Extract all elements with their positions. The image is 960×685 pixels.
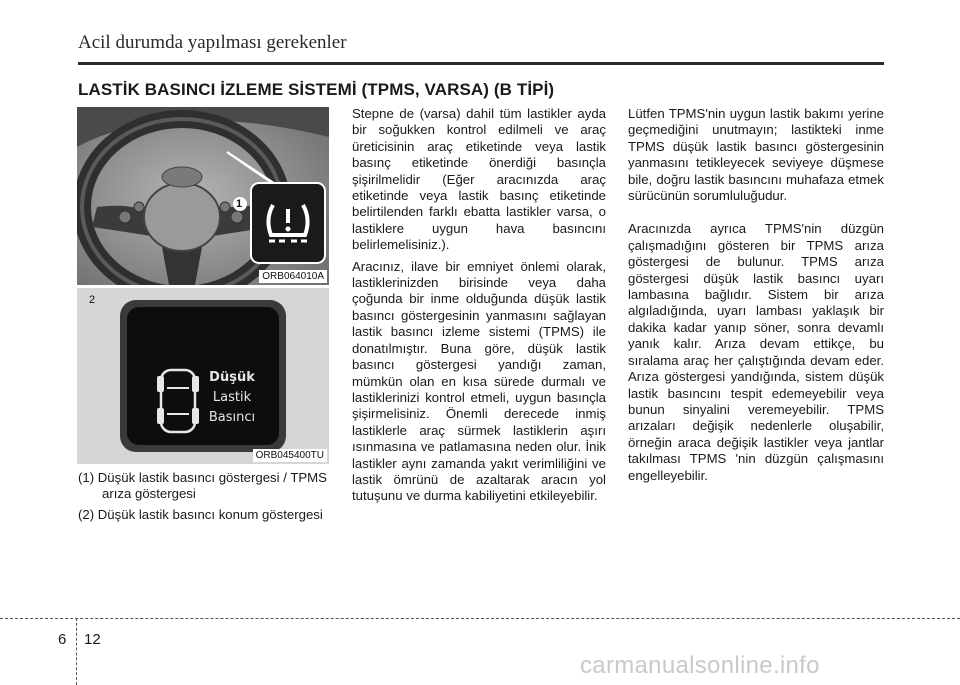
display-line-pressure: Basıncı bbox=[208, 410, 256, 425]
display-text-block bbox=[201, 368, 263, 428]
header-title: Acil durumda yapılması gerekenler bbox=[78, 32, 347, 53]
paragraph: Aracınızda ayrıca TPMS'nin düzgün çalışmadığını gösteren bir TPMS arıza göstergesi de bulunur. TPMS arıza göstergesi düşük lastik basıncı uyarı lambasına bağlıdır. Sistem bir arıza algıladığında, uyarı lambası yaklaşık bir dakika kadar yanıp söner, sonra devamlı yanık kalır. Arıza devam ettikçe, bu sıralama araç her çalıştığında devam eder. Arıza göstergesi yandığında, sistem düşük lastik basıncını tespit edemeyebilir veya bunun sinyalini veremeyebilir. TPMS arızaları değişik nedenlerle oluşabilir, örneğin araca değişik lastikler veya jantlar takılması TPMS 'nin düzgün çalışmasını engelleyebilir. bbox=[628, 221, 884, 483]
footer-vertical-rule bbox=[76, 618, 77, 685]
callout-number-text: 1 bbox=[236, 198, 243, 210]
display-line-low: Düşük bbox=[209, 370, 255, 385]
footer-chapter-number: 6 bbox=[58, 631, 67, 648]
paragraph: Lütfen TPMS'nin uygun lastik bakımı yerine geçmediğini unutmayın; lastikteki inme TPMS düşük lastik basıncı göstergesinin yanmasını tetikleyecek seviyeye düşmese bile, doğru lastik basıncını muhafaza etmek sürücünün sorumluluğudur. bbox=[628, 106, 884, 204]
display-line-tire: Lastik bbox=[212, 390, 252, 405]
body-column-2 bbox=[352, 106, 606, 510]
figure-code: ORB045400TU bbox=[253, 449, 327, 462]
figure-number: 2 bbox=[89, 294, 96, 306]
paragraph: Aracınız, ilave bir emniyet önlemi olarak, lastiklerinizden birisinde veya daha çoğunda bir inme olduğunda düşük lastik basıncı göstergesinin yanmasını sağlayan lastik basıncı izleme sistemi (TPMS) ile donatılmıştır. Buna göre, düşük lastik basıncı göstergesi yandığı zaman, mümkün olan en kısa sürede durmalı ve lastiklerinizi kontrol etmeli, uygun basınçla şişirmelisiniz. Önemli derecede inmiş lastiklerle araç sürmek lastiklerin aşırı ısınmasına ve patlamasına neden olur. İnik lastikler aynı zamanda yakıt verimliliğini ve lastik ömrünü de azaltarak aracın yol tutuşunu ve durma kabiliyetini etkileyebilir. bbox=[352, 258, 606, 504]
watermark: carmanualsonline.info bbox=[580, 652, 820, 679]
footer-horizontal-rule bbox=[0, 618, 960, 619]
footer-page-number: 12 bbox=[84, 631, 101, 648]
caption-2: (2) Düşük lastik basıncı konum göstergesi bbox=[78, 506, 323, 522]
figure-code: ORB064010A bbox=[259, 270, 327, 283]
figure-captions bbox=[78, 470, 328, 527]
tpms-warning-icon bbox=[263, 199, 313, 245]
steering-wheel-illustration bbox=[77, 107, 329, 285]
section-title: LASTİK BASINCI İZLEME SİSTEMİ (TPMS, VARSA) (B TİPİ) bbox=[78, 80, 555, 99]
body-column-3 bbox=[628, 106, 884, 489]
figure-tpms-display bbox=[77, 288, 329, 464]
caption-1: (1) Düşük lastik basıncı göstergesi / TPMS arıza göstergesi bbox=[78, 470, 327, 502]
header-rule bbox=[78, 62, 884, 65]
paragraph: Stepne de (varsa) dahil tüm lastikler ayda bir soğukken kontrol edilmeli ve araç üreticisinin araç etiketinde veya lastik basınç etiketinde önerdiği basınçla şişirilmelidir (Eğer aracınızda araç etiketinde veya lastik basınç etiketinde belirtilenden farklı ebatta lastikler varsa, o lastiklere uygun hava basıncını belirlemelisiniz.). bbox=[352, 106, 606, 253]
figure-steering-wheel bbox=[77, 107, 329, 285]
